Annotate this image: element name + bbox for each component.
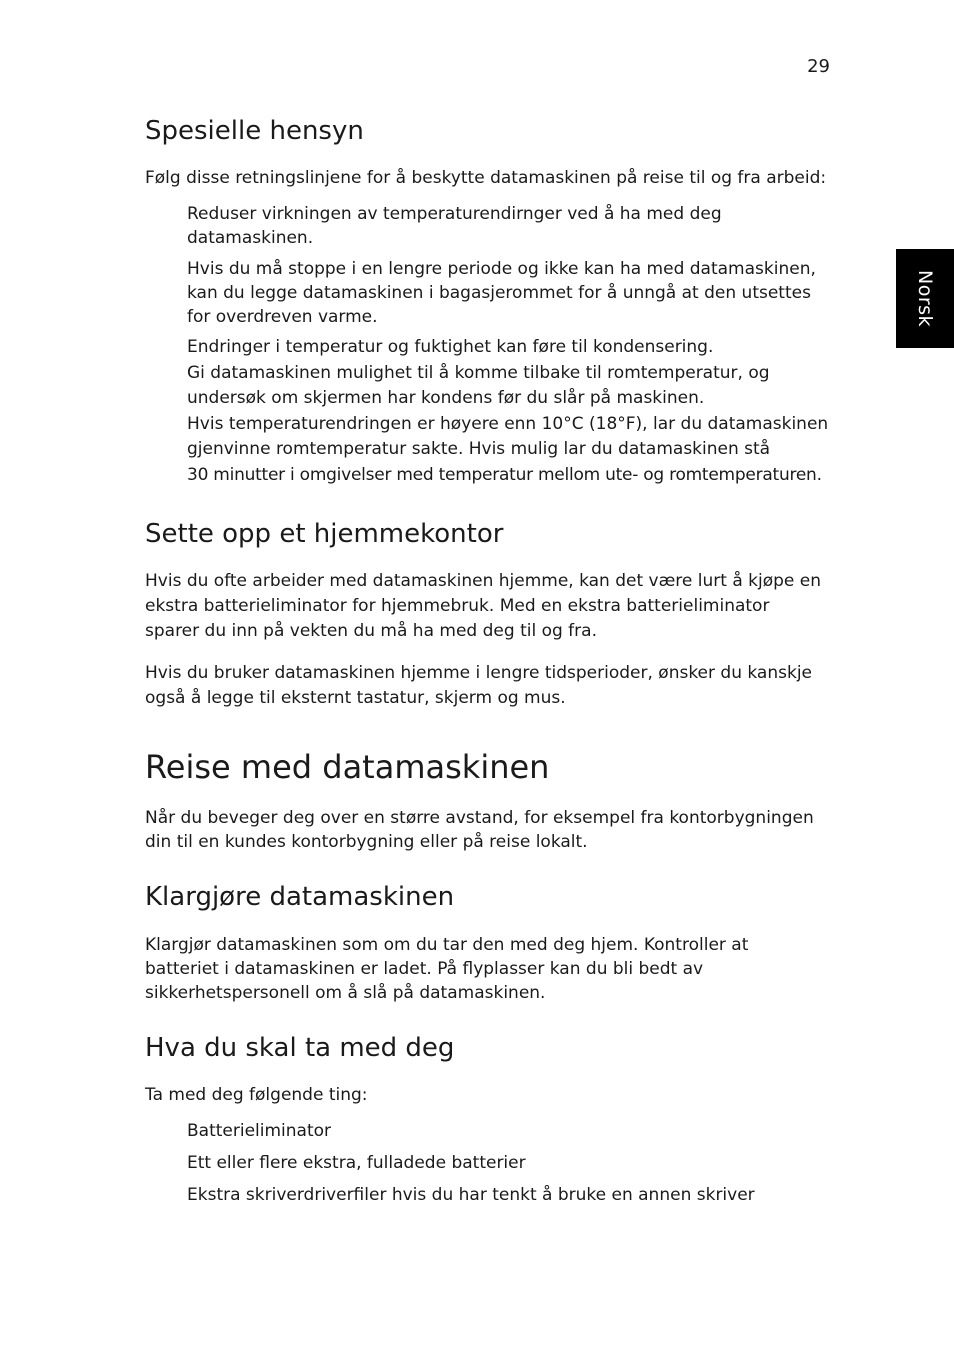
line: Hvis du må stoppe i en lengre periode og ikke kan ha med datamaskinen, xyxy=(187,259,816,279)
line: Gi datamaskinen mulighet til å komme tilbake til romtemperatur, og xyxy=(187,362,770,383)
line: gjenvinne romtemperatur sakte. Hvis mulig lar du datamaskinen stå xyxy=(187,439,771,459)
bring-item: Ekstra skriverdriverfiler hvis du har tenkt å bruke en annen skriver xyxy=(187,1185,755,1205)
heading-prepare: Klargjøre datamaskinen xyxy=(145,882,455,912)
special-item-1 xyxy=(187,202,722,250)
line: Når du beveger deg over en større avstand, for eksempel fra kontorbygningen xyxy=(145,808,814,828)
line: Reduser virkningen av temperaturendirnger ved å ha med deg xyxy=(187,204,722,224)
heading-home-office: Sette opp et hjemmekontor xyxy=(145,519,504,549)
line: 30 minutter i omgivelser med temperatur mellom ute- og romtemperaturen. xyxy=(187,464,822,485)
line: undersøk om skjermen har kondens før du slår på maskinen. xyxy=(187,388,705,408)
bring-item: Batterieliminator xyxy=(187,1121,332,1141)
heading-bring: Hva du skal ta med deg xyxy=(145,1033,455,1063)
bring-intro: Ta med deg følgende ting: xyxy=(145,1085,368,1105)
heading-special: Spesielle hensyn xyxy=(145,116,364,146)
page-title: Reise med datamaskinen xyxy=(145,748,550,786)
line: batteriet i datamaskinen er ladet. På flyplasser kan du bli bedt av xyxy=(145,959,704,979)
line: også å legge til eksternt tastatur, skjerm og mus. xyxy=(145,688,566,708)
special-item-2 xyxy=(187,257,816,329)
prepare-paragraph xyxy=(145,933,748,1005)
travel-paragraph xyxy=(145,806,814,854)
bring-item: Ett eller flere ekstra, fulladede batterier xyxy=(187,1153,526,1173)
line: sikkerhetspersonell om å slå på datamaskinen. xyxy=(145,983,546,1003)
line: Endringer i temperatur og fuktighet kan føre til kondensering. xyxy=(187,337,714,357)
line: Hvis du bruker datamaskinen hjemme i lengre tidsperioder, ønsker du kanskje xyxy=(145,663,813,683)
line: ekstra batterieliminator for hjemmebruk. Med en ekstra batterieliminator xyxy=(145,596,770,616)
home-office-paragraph-1 xyxy=(145,569,821,644)
language-tab xyxy=(896,249,954,348)
line: kan du legge datamaskinen i bagasjerommet for å unngå at den utsettes xyxy=(187,283,811,303)
language-tab-label: Norsk xyxy=(914,269,936,328)
line: Hvis temperaturendringen er høyere enn 10°C (18°F), lar du datamaskinen xyxy=(187,413,829,434)
line: Klargjør datamaskinen som om du tar den med deg hjem. Kontroller at xyxy=(145,935,749,955)
line: datamaskinen. xyxy=(187,228,314,248)
home-office-paragraph-2 xyxy=(145,661,812,711)
line: Hvis du ofte arbeider med datamaskinen hjemme, kan det være lurt å kjøpe en xyxy=(145,571,822,591)
special-intro: Følg disse retningslinjene for å beskytte datamaskinen på reise til og fra arbeid: xyxy=(145,168,827,188)
line: din til en kundes kontorbygning eller på reise lokalt. xyxy=(145,832,588,852)
page-number: 29 xyxy=(807,56,830,77)
line: for overdreven varme. xyxy=(187,307,378,327)
special-item-3 xyxy=(187,335,828,488)
line: sparer du inn på vekten du må ha med deg til og fra. xyxy=(145,621,597,641)
